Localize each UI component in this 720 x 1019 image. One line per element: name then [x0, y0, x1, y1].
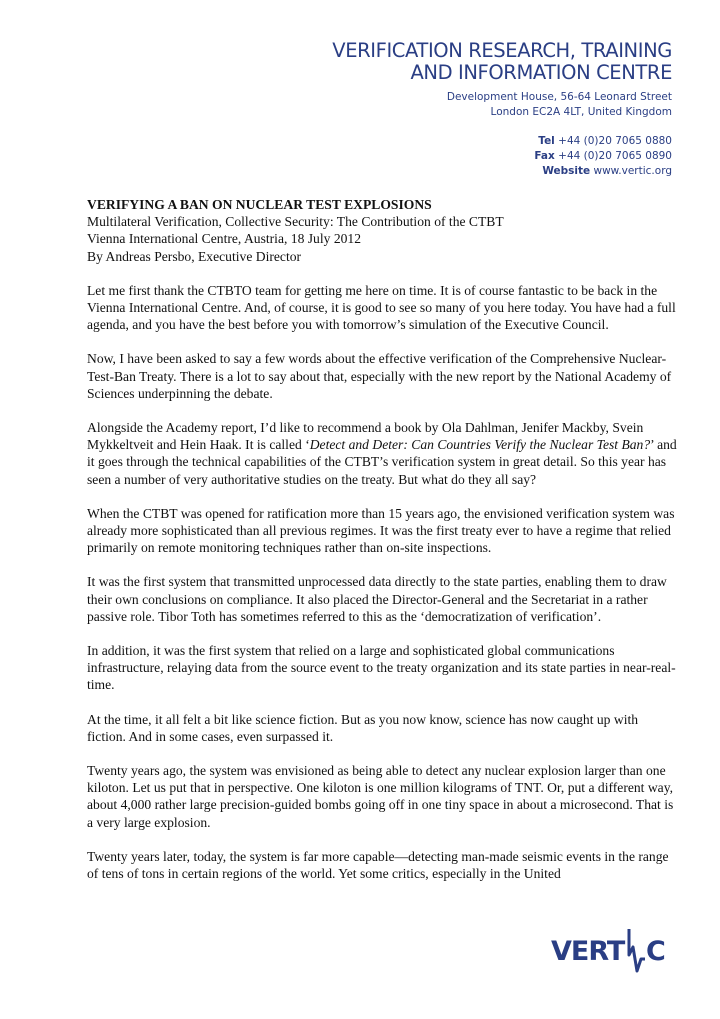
fax-line: Fax +44 (0)20 7065 0890	[534, 150, 672, 162]
org-name-line1: VERIFICATION RESEARCH, TRAINING	[332, 39, 672, 62]
tel-value: +44 (0)20 7065 0880	[558, 135, 672, 147]
fax-value: +44 (0)20 7065 0890	[558, 150, 672, 162]
paragraph-8: Twenty years ago, the system was envisioned as being able to detect any nuclear explosion larger than one kiloton. Let us put that in perspective. One kiloton is one million kilograms of TNT. Or, put a different way, about 4,000 rather large precision-guided bombs going off in one tiny space in about a microsecond. That is a very large explosion.	[87, 763, 674, 830]
paragraph-6: In addition, it was the first system that relied on a large and sophisticated global communications infrastructure, relaying data from the source event to the treaty organization and its state parties in near-real-time.	[87, 643, 676, 693]
website-link[interactable]: www.vertic.org	[593, 165, 672, 177]
website-line: Website www.vertic.org	[542, 165, 672, 177]
letterhead	[332, 40, 672, 179]
paragraph-4: When the CTBT was opened for ratification more than 15 years ago, the envisioned verification system was already more sophisticated than all previous regimes. It was the first treaty ever to have a regime that relied primarily on remote monitoring techniques rather than on-site inspections.	[87, 505, 675, 556]
document-body	[87, 196, 677, 899]
paragraph-7: At the time, it all felt a bit like science fiction. But as you now know, science has now caught up with fiction. And in some cases, even surpassed it.	[87, 711, 639, 744]
contact-block	[332, 134, 672, 179]
address-line2: London EC2A 4LT, United Kingdom	[490, 106, 672, 118]
paragraph-9: Twenty years later, today, the system is far more capable—detecting man-made seismic events in the range of tens of tons in certain regions of the world. Yet some critics, especially in the United	[87, 848, 669, 882]
document-title: VERIFYING A BAN ON NUCLEAR TEST EXPLOSIONS	[87, 197, 432, 212]
paragraph-5: It was the first system that transmitted unprocessed data directly to the state parties, enabling them to draw their own conclusions on compliance. It also placed the Director-General and the Secretariat in a rather passive role. Tibor Toth has sometimes referred to this as the ‘democratization of verification’.	[87, 574, 667, 624]
paragraph-3: Alongside the Academy report, I’d like to recommend a book by Ola Dahlman, Jenifer Mackby, Svein Mykkeltveit and Hein Haak. It is called ‘Detect and Deter: Can Countries Verify the Nuclear Test Ban?’ and it goes through the technical capabilities of the CTBT’s verification system in great detail. So this year has seen a number of very authoritative studies on the treaty. But what do they all say?	[87, 420, 677, 487]
address	[332, 90, 672, 120]
document-author: By Andreas Persbo, Executive Director	[87, 248, 302, 264]
paragraph-1: Let me first thank the CTBTO team for getting me here on time. It is of course fantastic to be back in the Vienna International Centre. And, of course, it is good to see so many of you here today. You have had a full agenda, and you have the best before you with tomorrow’s simulation of the Executive Council.	[87, 282, 676, 333]
document-subtitle: Multilateral Verification, Collective Security: The Contribution of the CTBT	[87, 214, 504, 230]
paragraph-2: Now, I have been asked to say a few words about the effective verification of the Comprehensive Nuclear-Test-Ban Treaty. There is a lot to say about that, especially with the new report by the National Academy of Sciences underpinning the debate.	[87, 351, 672, 401]
speech-header	[87, 196, 677, 265]
logo-heartbeat-icon	[629, 929, 645, 971]
address-line1: Development House, 56-64 Leonard Street	[446, 91, 672, 103]
logo-text-end: C	[646, 936, 665, 967]
logo-text: VERT	[551, 936, 625, 967]
vertic-logo	[551, 925, 676, 975]
org-name-line2: AND INFORMATION CENTRE	[410, 61, 672, 84]
document-venue: Vienna International Centre, Austria, 18 July 2012	[87, 231, 362, 247]
book-title: Detect and Deter: Can Countries Verify the Nuclear Test Ban?	[309, 437, 651, 453]
tel-line: Tel +44 (0)20 7065 0880	[538, 135, 672, 147]
